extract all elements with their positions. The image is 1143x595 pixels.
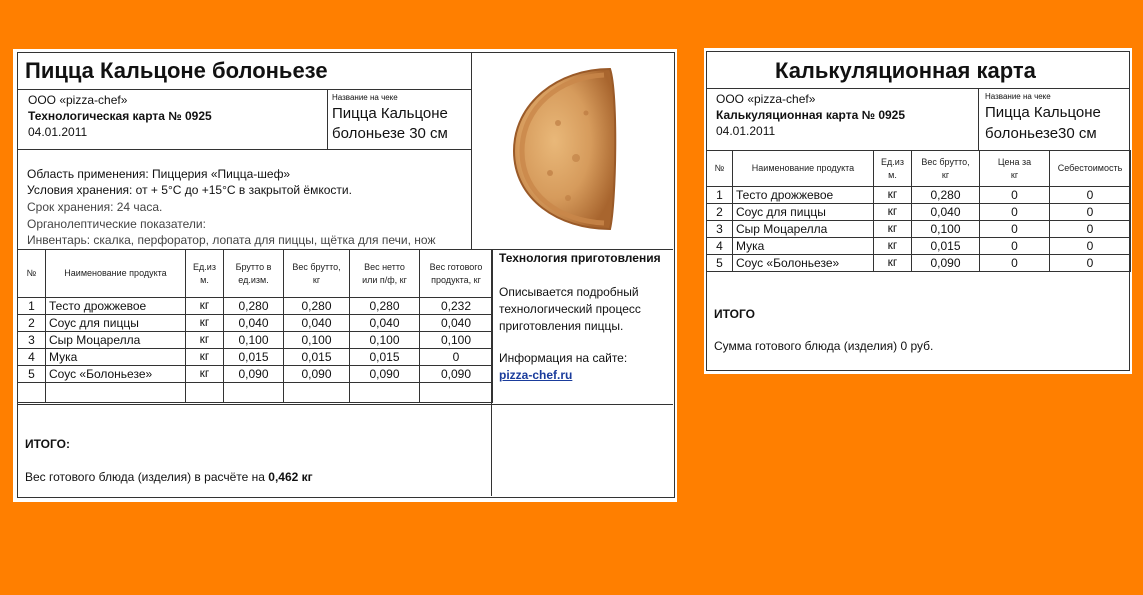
col-header-unit: Ед.из м. xyxy=(186,250,224,298)
table-row-empty xyxy=(18,383,493,403)
ingredients-table xyxy=(17,249,493,403)
divider xyxy=(17,404,673,405)
calc-col-header-cost: Себестоимость xyxy=(1050,151,1131,187)
col-header-weight-brutto: Вес брутто, кг xyxy=(284,250,350,298)
calc-table-row: 3 Сыр Моцарелла кг 0,100 0 0 xyxy=(707,221,1131,238)
divider xyxy=(706,88,1129,89)
calc-col-header-price: Цена за кг xyxy=(980,151,1050,187)
calc-ingredients-table xyxy=(706,150,1131,272)
card-date: 04.01.2011 xyxy=(28,125,88,139)
divider xyxy=(327,89,328,149)
calc-card-date: 04.01.2011 xyxy=(716,124,776,138)
card-title: Пицца Кальцоне болоньезе xyxy=(25,58,328,83)
tech-card xyxy=(13,49,677,502)
organoleptic-text: Органолептические показатели: xyxy=(27,217,206,231)
col-header-weight-ready: Вес готового продукта, кг xyxy=(420,250,493,298)
divider xyxy=(978,88,979,150)
calc-table-row: 5 Соус «Болоньезе» кг 0,090 0 0 xyxy=(707,255,1131,272)
card-number: Технологическая карта № 0925 xyxy=(28,109,212,123)
divider xyxy=(471,52,472,249)
calc-card xyxy=(704,48,1132,374)
table-row: 2 Соус для пиццы кг 0,040 0,040 0,040 0,040 xyxy=(18,315,493,332)
calc-col-header-unit: Ед.из м. xyxy=(874,151,912,187)
technology-title: Технология приготовления xyxy=(499,251,661,265)
calc-card-title: Калькуляционная карта xyxy=(775,58,1036,83)
col-header-weight-netto: Вес нетто или п/ф, кг xyxy=(350,250,420,298)
calc-col-header-no: № xyxy=(707,151,733,187)
calc-company-name: ООО «pizza-chef» xyxy=(716,92,816,106)
shelf-life-text: Срок хранения: 24 часа. xyxy=(27,200,163,214)
calc-table-row: 4 Мука кг 0,015 0 0 xyxy=(707,238,1131,255)
site-info-label: Информация на сайте: xyxy=(499,351,628,365)
table-row: 5 Соус «Болоньезе» кг 0,090 0,090 0,090 0,090 xyxy=(18,366,493,383)
check-name-label: Название на чеке xyxy=(332,93,398,102)
site-link[interactable]: pizza-chef.ru xyxy=(499,368,573,382)
calc-check-name-line1: Пицца Кальцоне xyxy=(985,104,1101,121)
table-row: 3 Сыр Моцарелла кг 0,100 0,100 0,100 0,100 xyxy=(18,332,493,349)
calc-table-row: 2 Соус для пиццы кг 0,040 0 0 xyxy=(707,204,1131,221)
col-header-no: № xyxy=(18,250,46,298)
table-row: 1 Тесто дрожжевое кг 0,280 0,280 0,280 0,232 xyxy=(18,298,493,315)
calc-check-name-line2: болоньезе30 см xyxy=(985,125,1097,142)
technology-desc-line1: Описывается подробный xyxy=(499,285,639,299)
company-name: ООО «pizza-chef» xyxy=(28,93,128,107)
weight-text: Вес готового блюда (изделия) в расчёте на 0,462 кг xyxy=(25,470,313,484)
calc-card-number: Калькуляционная карта № 0925 xyxy=(716,108,906,122)
weight-value: 0,462 кг xyxy=(268,470,313,484)
calc-sum-text: Сумма готового блюда (изделия) 0 руб. xyxy=(714,339,934,353)
divider xyxy=(17,149,471,150)
total-label: ИТОГО: xyxy=(25,437,70,451)
calc-table-row: 1 Тесто дрожжевое кг 0,280 0 0 xyxy=(707,187,1131,204)
calc-col-header-weight-brutto: Вес брутто, кг xyxy=(912,151,980,187)
calzone-pizza-icon xyxy=(498,63,618,233)
divider xyxy=(17,89,471,90)
table-header-row xyxy=(18,250,493,298)
calc-check-name-label: Название на чеке xyxy=(985,92,1051,101)
technology-desc-line2: технологический процесс xyxy=(499,302,641,316)
calc-col-header-name: Наименование продукта xyxy=(733,151,874,187)
technology-desc-line3: приготовления пиццы. xyxy=(499,319,624,333)
check-name-line2: болоньезе 30 см xyxy=(332,125,448,142)
calc-total-label: ИТОГО xyxy=(714,307,755,321)
check-name-line1: Пицца Кальцоне xyxy=(332,105,448,122)
calc-table-header-row xyxy=(707,151,1131,187)
col-header-brutto: Брутто в ед.изм. xyxy=(224,250,284,298)
table-row: 4 Мука кг 0,015 0,015 0,015 0 xyxy=(18,349,493,366)
col-header-name: Наименование продукта xyxy=(46,250,186,298)
scope-text: Область применения: Пиццерия «Пицца-шеф» xyxy=(27,167,291,181)
tools-text: Инвентарь: скалка, перфоратор, лопата для пиццы, щётка для печи, нож xyxy=(27,233,436,247)
storage-text: Условия хранения: от + 5°C до +15°C в закрытой ёмкости. xyxy=(27,183,352,197)
